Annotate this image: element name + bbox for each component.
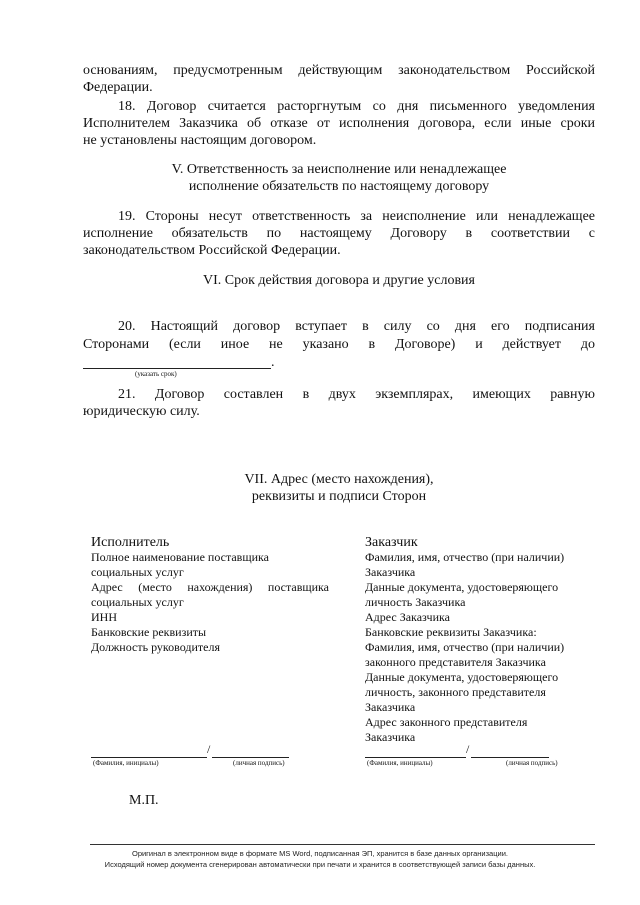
customer-sig-slash: /: [466, 742, 470, 756]
section-heading-6: VI. Срок действия договора и другие условия: [203, 273, 475, 288]
section-heading-5: исполнение обязательств по настоящему договору: [188, 179, 490, 194]
stamp-placeholder: М.П.: [129, 793, 159, 808]
executor-sig-slash: /: [207, 742, 211, 756]
customer-detail: Данные документа, удостоверяющего: [365, 580, 559, 594]
clause-21: 21. Договор составлен в двух экземплярах, имеющих равную: [118, 387, 595, 402]
customer-detail: Фамилия, имя, отчество (при наличии): [365, 640, 565, 654]
clause-18: Исполнителем Заказчика об отказе от исполнения договора, если иные сроки: [83, 116, 595, 131]
clause-21: юридическую силу.: [83, 404, 200, 419]
paragraph-line: основаниям, предусмотренным действующим законодательством Российской: [83, 63, 595, 78]
customer-detail: Данные документа, удостоверяющего: [365, 670, 559, 684]
term-hint: (указать срок): [135, 370, 177, 378]
customer-detail: личность, законного представителя: [365, 685, 546, 699]
customer-detail: Заказчика: [365, 565, 416, 579]
executor-detail: социальных услуг: [91, 595, 184, 609]
customer-detail: личность Заказчика: [365, 595, 466, 609]
executor-detail: Адрес (место нахождения) поставщика: [91, 580, 329, 594]
customer-name-hint: (Фамилия, инициалы): [367, 759, 433, 767]
executor-detail: социальных услуг: [91, 565, 184, 579]
section-heading-7: VII. Адрес (место нахождения),: [244, 472, 434, 487]
clause-20-period: .: [271, 355, 275, 370]
customer-detail: Заказчика: [365, 730, 416, 744]
section-heading-7: реквизиты и подписи Сторон: [251, 489, 427, 504]
clause-18: 18. Договор считается расторгнутым со дня письменного уведомления: [118, 99, 595, 114]
term-blank-line: [83, 368, 271, 369]
footer-note: Исходящий номер документа сгенерирован автоматически при печати и хранится в соответствующей записи базы данных.: [104, 860, 536, 869]
footer-divider: [90, 844, 595, 845]
customer-detail: Фамилия, имя, отчество (при наличии): [365, 550, 565, 564]
executor-detail: ИНН: [91, 610, 117, 624]
customer-detail: Банковские реквизиты Заказчика:: [365, 625, 537, 639]
executor-detail: Должность руководителя: [91, 640, 220, 654]
customer-name-line: [365, 757, 466, 758]
customer-detail: законного представителя Заказчика: [365, 655, 546, 669]
clause-19: 19. Стороны несут ответственность за неисполнение или ненадлежащее: [118, 209, 595, 224]
customer-detail: Адрес Заказчика: [365, 610, 450, 624]
executor-detail: Полное наименование поставщика: [91, 550, 269, 564]
section-heading-5: V. Ответственность за неисполнение или ненадлежащее: [171, 162, 507, 177]
clause-19: исполнение обязательств по настоящему Договору в соответствии с: [83, 226, 595, 241]
clause-19: законодательством Российской Федерации.: [83, 243, 341, 258]
customer-sign-line: [471, 757, 549, 758]
footer-note: Оригинал в электронном виде в формате MS Word, подписанная ЭП, хранится в базе данных организации.: [131, 849, 508, 858]
executor-name-line: [91, 757, 207, 758]
clause-20: 20. Настоящий договор вступает в силу со дня его подписания: [118, 319, 595, 334]
paragraph-line: Федерации.: [83, 80, 153, 95]
clause-20: Сторонами (если иное не указано в Договоре) и действует до: [83, 337, 595, 352]
customer-detail: Адрес законного представителя: [365, 715, 528, 729]
executor-title: Исполнитель: [91, 535, 170, 550]
customer-title: Заказчик: [365, 535, 418, 550]
executor-name-hint: (Фамилия, инициалы): [93, 759, 159, 767]
executor-detail: Банковские реквизиты: [91, 625, 207, 639]
customer-detail: Заказчика: [365, 700, 416, 714]
executor-sign-hint: (личная подпись): [233, 759, 285, 767]
customer-sign-hint: (личная подпись): [506, 759, 558, 767]
clause-18: не установлены настоящим договором.: [83, 133, 317, 148]
executor-sign-line: [212, 757, 289, 758]
